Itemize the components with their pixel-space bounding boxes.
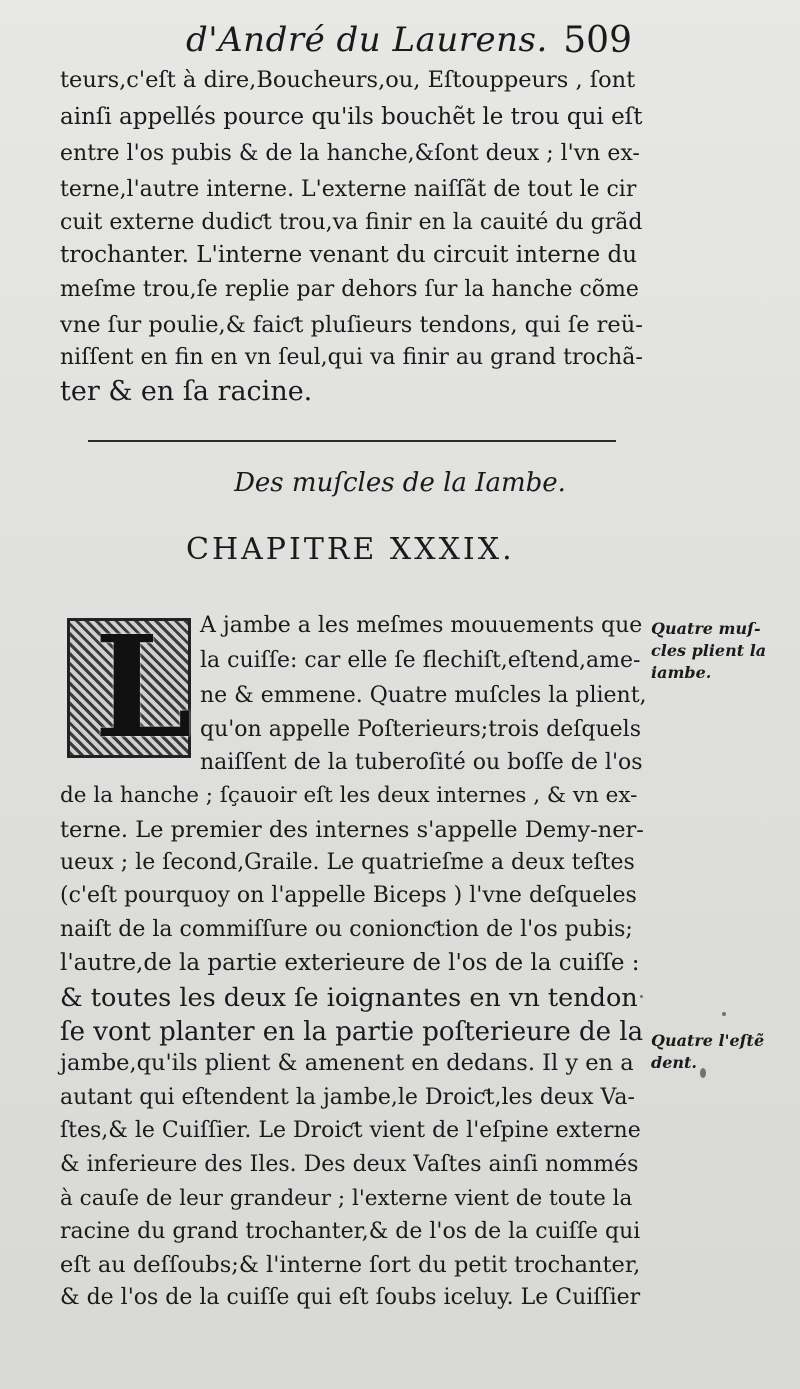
- text-line: autant qui eſtendent la jambe,le Droiƈt,les deux Va-: [60, 1085, 635, 1110]
- text-line: trochanter. L'interne venant du circuit interne du: [60, 242, 638, 268]
- ink-speck: [640, 995, 643, 998]
- margin-note-line: iambe.: [651, 663, 712, 682]
- chapter-title: CHAPITRE XXXIX.: [186, 532, 515, 567]
- text-line: cuit externe dudiƈt trou,va finir en la cauité du grãd: [60, 210, 643, 235]
- text-line: entre l'os pubis & de la hanche,&ſont deux ; l'vn ex-: [60, 141, 640, 166]
- text-line: la cuiſſe: car elle ſe flechiſt,eſtend,ame-: [200, 648, 641, 673]
- text-line: & toutes les deux ſe ioignantes en vn tendon: [60, 983, 638, 1013]
- margin-note-line: Quatre l'eſtẽ: [651, 1031, 765, 1050]
- ink-speck: [700, 1068, 706, 1078]
- text-line: niſſent en fin en vn ſeul,qui va finir au grand trochã-: [60, 345, 643, 370]
- text-line: l'autre,de la partie exterieure de l'os de la cuiſſe :: [60, 950, 640, 976]
- running-title: d'André du Laurens.: [186, 20, 548, 60]
- page-header: [0, 20, 800, 64]
- section-title: Des muſcles de la Iambe.: [234, 468, 566, 498]
- text-line: & inferieure des Iles. Des deux Vaſtes ainſi nommés: [60, 1152, 639, 1177]
- margin-note-line: dent.: [651, 1053, 697, 1072]
- text-line: (c'eſt pourquoy on l'appelle Biceps ) l'vne deſqueles: [60, 883, 637, 908]
- decorated-initial-image: [67, 606, 193, 770]
- text-line: ne & emmene. Quatre muſcles la plient,: [200, 683, 647, 708]
- margin-note: [651, 618, 771, 684]
- text-line: eſt au deſſoubs;& l'interne ſort du petit trochanter,: [60, 1252, 641, 1278]
- text-line: ter & en ſa racine.: [60, 376, 313, 407]
- text-line: ainſi appellés pource qu'ils bouchẽt le trou qui eſt: [60, 104, 643, 130]
- text-line: terne,l'autre interne. L'externe naiſſãt de tout le cir: [60, 177, 637, 202]
- text-line: ueux ; le ſecond,Graile. Le quatrieſme a deux teſtes: [60, 850, 635, 875]
- text-line: ſtes,& le Cuiſſier. Le Droiƈt vient de l'eſpine externe: [60, 1118, 641, 1143]
- margin-note: [651, 1030, 771, 1074]
- page-number: 509: [563, 20, 632, 61]
- text-line: à cauſe de leur grandeur ; l'externe vient de toute la: [60, 1186, 633, 1211]
- margin-note-line: Quatre muſ-: [651, 619, 761, 638]
- ink-speck: [722, 1012, 726, 1016]
- text-line: jambe,qu'ils plient & amenent en dedans. Il y en a: [60, 1050, 634, 1076]
- text-line: naiſt de la commiſſure ou conionƈtion de l'os pubis;: [60, 917, 633, 942]
- margin-note-line: cles plient la: [651, 641, 767, 660]
- text-line: & de l'os de la cuiſſe qui eſt ſoubs iceluy. Le Cuiſſier: [60, 1285, 641, 1310]
- text-line: qu'on appelle Poſterieurs;trois deſquels: [200, 717, 641, 742]
- text-line: terne. Le premier des internes s'appelle Demy-ner-: [60, 817, 644, 843]
- text-line: de la hanche ; ſçauoir eſt les deux internes , & vn ex-: [60, 783, 638, 808]
- text-line: meſme trou,ſe replie par dehors ſur la hanche cõme: [60, 277, 639, 302]
- text-line: vne ſur poulie,& faiƈt pluſieurs tendons, qui ſe reü-: [60, 312, 643, 338]
- text-line: teurs,c'eſt à dire,Boucheurs,ou, Eſtouppeurs , ſont: [60, 67, 636, 93]
- initial-letter: L: [94, 606, 193, 770]
- text-line: A jambe a les meſmes mouuements que: [200, 613, 643, 638]
- text-line: ſe vont planter en la partie poſterieure de la: [60, 1017, 644, 1047]
- section-divider: [88, 440, 616, 442]
- text-line: racine du grand trochanter,& de l'os de la cuiſſe qui: [60, 1219, 641, 1244]
- text-line: naiſſent de la tuberoſité ou boſſe de l'os: [200, 750, 643, 775]
